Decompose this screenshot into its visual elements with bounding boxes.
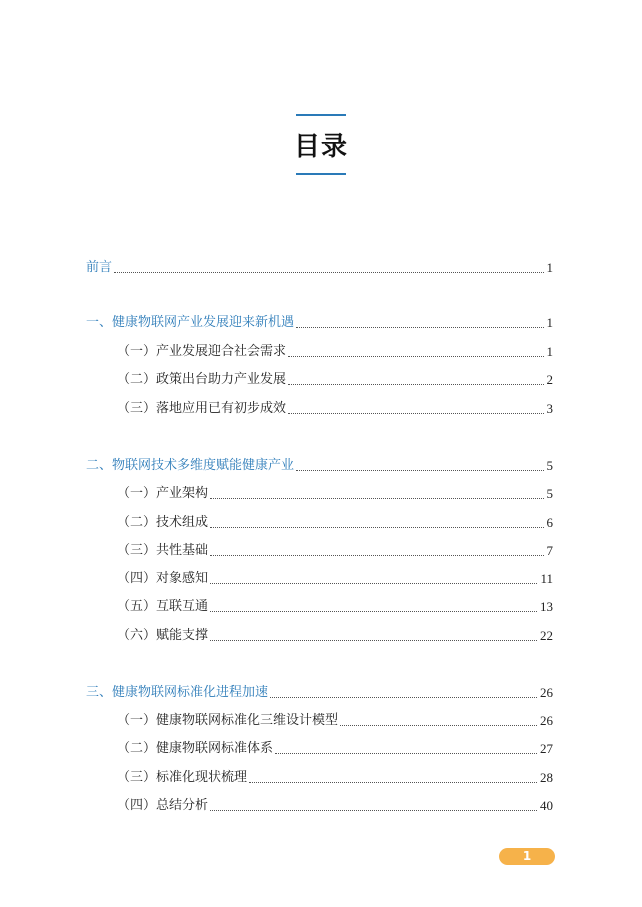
toc-item-2-4[interactable] — [117, 570, 553, 588]
toc-label: （一）产业发展迎合社会需求 — [117, 344, 287, 359]
toc-item-2-1[interactable] — [117, 485, 553, 503]
dot-leader — [210, 611, 537, 612]
toc-page: 27 — [540, 741, 553, 756]
toc-label: （四）总结分析 — [117, 798, 209, 813]
toc-page: 2 — [546, 372, 553, 387]
dot-leader — [114, 272, 543, 273]
toc-entry-preface[interactable] — [86, 259, 553, 277]
toc-section-1[interactable] — [86, 314, 553, 332]
toc-page: 11 — [540, 571, 553, 586]
page-title: 目录 — [293, 132, 348, 162]
dot-leader — [210, 583, 537, 584]
dot-leader — [288, 384, 543, 385]
dot-leader — [210, 527, 543, 528]
toc-section-3[interactable] — [86, 684, 553, 702]
toc-label: 三、健康物联网标准化进程加速 — [86, 685, 269, 700]
toc-item-3-2[interactable] — [117, 740, 553, 758]
toc-label: （五）互联互通 — [117, 599, 209, 614]
toc-label: 前言 — [86, 260, 113, 275]
dot-leader — [249, 782, 537, 783]
dot-leader — [210, 810, 537, 811]
dot-leader — [270, 697, 537, 698]
toc-page: 1 — [546, 344, 553, 359]
toc-label: 一、健康物联网产业发展迎来新机遇 — [86, 315, 295, 330]
toc-label: （三）落地应用已有初步成效 — [117, 401, 287, 416]
toc-item-1-2[interactable] — [117, 371, 553, 389]
toc-page: 5 — [546, 486, 553, 501]
toc-label: （一）产业架构 — [117, 486, 209, 501]
toc-label: （三）标准化现状梳理 — [117, 770, 248, 785]
dot-leader — [210, 555, 543, 556]
dot-leader — [210, 640, 537, 641]
toc-label: 二、物联网技术多维度赋能健康产业 — [86, 458, 295, 473]
dot-leader — [296, 327, 543, 328]
toc-item-1-3[interactable] — [117, 400, 553, 418]
dot-leader — [288, 413, 543, 414]
toc-item-3-4[interactable] — [117, 797, 553, 815]
toc-item-2-6[interactable] — [117, 627, 553, 645]
toc-page: 28 — [540, 770, 553, 785]
page-number-badge: 1 — [499, 848, 555, 865]
dot-leader — [340, 725, 537, 726]
toc-page: 1 — [546, 260, 553, 275]
toc-page: 26 — [540, 713, 553, 728]
toc-item-2-5[interactable] — [117, 598, 553, 616]
toc-item-1-1[interactable] — [117, 343, 553, 361]
toc-item-2-2[interactable] — [117, 514, 553, 532]
toc-item-3-1[interactable] — [117, 712, 553, 730]
toc-page: 3 — [546, 401, 553, 416]
toc-item-2-3[interactable] — [117, 542, 553, 560]
toc-page: 40 — [540, 798, 553, 813]
toc-label: （一）健康物联网标准化三维设计模型 — [117, 713, 339, 728]
dot-leader — [275, 753, 537, 754]
dot-leader — [288, 356, 543, 357]
toc-label: （三）共性基础 — [117, 543, 209, 558]
toc-label: （二）健康物联网标准体系 — [117, 741, 274, 756]
toc-page: 22 — [540, 628, 553, 643]
toc-page: 6 — [546, 515, 553, 530]
dot-leader — [210, 498, 543, 499]
toc-label: （二）技术组成 — [117, 515, 209, 530]
toc-label: （六）赋能支撑 — [117, 628, 209, 643]
toc-page: 26 — [540, 685, 553, 700]
toc-page: 7 — [546, 543, 553, 558]
toc-page: 1 — [546, 315, 553, 330]
toc-item-3-3[interactable] — [117, 769, 553, 787]
toc-section-2[interactable] — [86, 457, 553, 475]
toc-label: （二）政策出台助力产业发展 — [117, 372, 287, 387]
toc-label: （四）对象感知 — [117, 571, 209, 586]
toc-page: 5 — [546, 458, 553, 473]
dot-leader — [296, 470, 543, 471]
toc-page: 13 — [540, 599, 553, 614]
